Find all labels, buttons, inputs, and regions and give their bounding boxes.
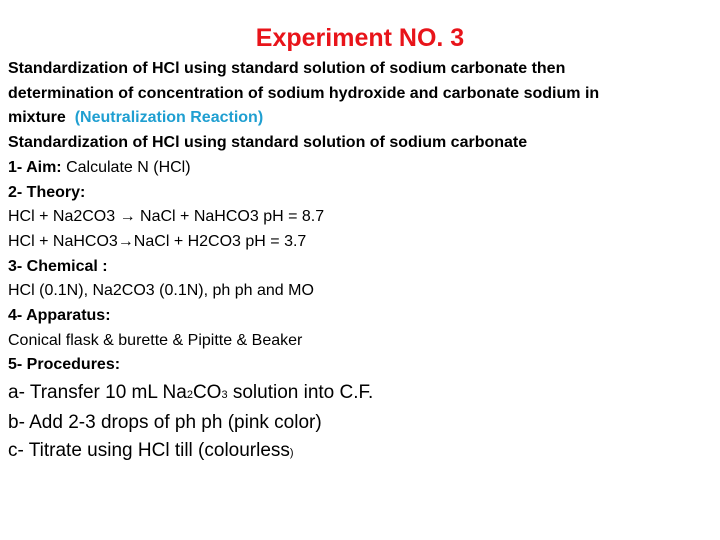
intro-line-1: Standardization of HCl using standard solution of sodium carbonate then (8, 60, 566, 77)
section-subtitle: Standardization of HCl using standard solution of sodium carbonate (8, 134, 528, 152)
procedure-steps (8, 379, 714, 467)
procedure-step-b: b- Add 2-3 drops of ph ph (pink color) (8, 412, 322, 433)
step-c-text: c- Titrate using HCl till (colourless (8, 440, 290, 461)
page-title: Experiment NO. 3 (255, 24, 465, 52)
apparatus-label: 4- Apparatus: (8, 307, 111, 325)
document-body (8, 57, 714, 378)
intro-line-3-prefix: mixture (8, 109, 66, 127)
procedures-label: 5- Procedures: (8, 356, 121, 374)
theory-equation-2: HCl + NaHCO3→NaCl + H2CO3 pH = 3.7 (8, 232, 307, 250)
intro-line-2: determination of concentration of sodium hydroxide and carbonate sodium in (8, 84, 600, 102)
intro-line-3 (8, 106, 714, 131)
step-a-subscript-1: 2 (186, 389, 193, 401)
step-a-suffix: solution into C.F. (227, 382, 374, 403)
aim-line (8, 156, 714, 181)
aim-label: 1- Aim: (8, 158, 62, 176)
step-a-prefix: a- Transfer 10 mL Na (8, 382, 187, 403)
chemical-label: 3- Chemical : (8, 257, 108, 275)
aim-text: Calculate N (HCl) (66, 158, 191, 176)
procedure-step-a (8, 379, 714, 409)
theory-equation-1: HCl + Na2CO3 → NaCl + NaHCO3 pH = 8.7 (8, 208, 325, 226)
step-a-mid: CO (192, 382, 222, 403)
apparatus-text: Conical flask & burette & Pipitte & Beaker (8, 331, 303, 349)
chemical-text: HCl (0.1N), Na2CO3 (0.1N), ph ph and MO (8, 282, 314, 300)
theory-label: 2- Theory: (8, 183, 86, 201)
step-a-subscript-2: 3 (221, 389, 228, 401)
step-c-close-paren: ) (289, 447, 294, 459)
reaction-type-highlight: (Neutralization Reaction) (74, 109, 264, 127)
procedure-step-c (8, 437, 714, 467)
